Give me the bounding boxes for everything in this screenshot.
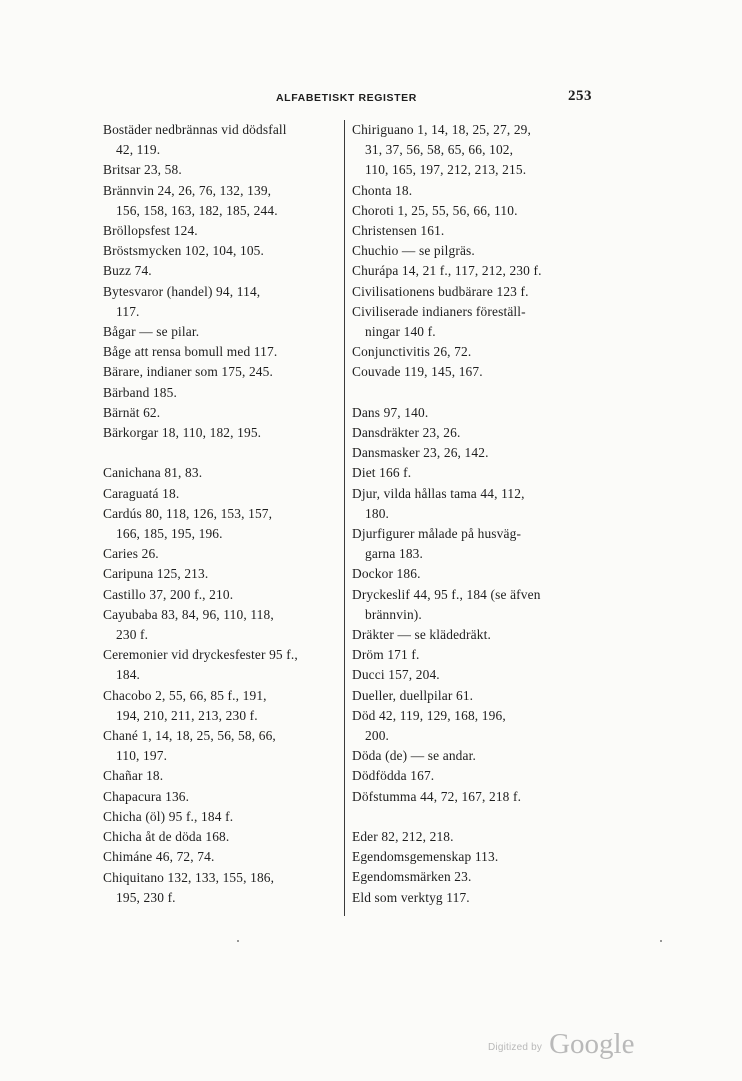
index-entry-line: Döda (de) — se andar. [352,748,476,764]
index-entry [103,787,343,807]
index-entry [352,241,597,261]
index-entry-line: Chimáne 46, 72, 74. [103,849,215,865]
index-entry-line: Bröstsmycken 102, 104, 105. [103,243,265,259]
index-entry [352,766,597,786]
index-entry-continuation: 110, 165, 197, 212, 213, 215. [365,162,527,178]
index-entry-line: Choroti 1, 25, 55, 56, 66, 110. [352,202,518,218]
index-entry [103,645,343,685]
index-entry-line: Buzz 74. [103,263,152,279]
google-logo: Google [549,1028,635,1060]
index-entry [103,383,343,403]
index-entry-line: Chonta 18. [352,182,413,198]
index-entry [103,868,343,908]
index-entry [352,867,597,887]
index-entry [352,282,597,302]
index-entry-line: Djur, vilda hållas tama 44, 112, [352,485,525,501]
index-entry [103,585,343,605]
index-entry [352,888,597,908]
index-entry [103,322,343,342]
index-entry-line: Civiliserade indianers föreställ- [352,303,526,319]
index-entry-continuation: 195, 230 f. [116,889,176,905]
index-entry-line: Ducci 157, 204. [352,667,440,683]
index-entry [352,564,597,584]
index-entry [352,746,597,766]
index-entry [352,645,597,665]
index-entry [352,302,597,342]
index-entry [352,625,597,645]
index-entry-line: Dräkter — se klädedräkt. [352,627,491,643]
index-entry [352,443,597,463]
index-entry-continuation: 42, 119. [116,142,161,158]
index-entry-line: Eder 82, 212, 218. [352,829,454,845]
index-column-right [352,120,597,908]
index-entry [103,362,343,382]
index-entry-line: Chapacura 136. [103,788,190,804]
index-entry [103,120,343,160]
index-entry [103,160,343,180]
index-entry [352,403,597,423]
index-entry-line: Dansmasker 23, 26, 142. [352,445,489,461]
index-entry-line: Dansdräkter 23, 26. [352,425,461,441]
index-entry-line: Dockor 186. [352,566,421,582]
index-entry-line: Canichana 81, 83. [103,465,203,481]
index-entry [352,261,597,281]
index-entry [103,282,343,322]
index-entry-line: Bärkorgar 18, 110, 182, 195. [103,425,262,441]
index-entry [352,181,597,201]
index-entry-line: Bärnät 62. [103,404,161,420]
index-entry-continuation: 200. [365,728,390,744]
index-entry-continuation: 166, 185, 195, 196. [116,526,223,542]
index-entry-line: Chicha åt de döda 168. [103,829,230,845]
index-entry-line: Conjunctivitis 26, 72. [352,344,472,360]
index-entry-line: Egendomsmärken 23. [352,869,472,885]
index-entry [352,847,597,867]
index-entry-line: Caraguatá 18. [103,485,180,501]
index-entry-continuation: 31, 37, 56, 58, 65, 66, 102, [365,142,514,158]
page-number: 253 [568,88,592,104]
index-entry [352,423,597,443]
index-entry-line: Chuchio — se pilgräs. [352,243,475,259]
index-entry-line: Dröm 171 f. [352,647,420,663]
index-entry [103,605,343,645]
index-entry-line: Djurfigurer målade på husväg- [352,526,522,542]
letter-group-gap [103,443,343,463]
index-entry-line: Ceremonier vid dryckesfester 95 f., [103,647,298,663]
column-divider [344,120,345,916]
index-entry [103,484,343,504]
index-entry-line: Castillo 37, 200 f., 210. [103,586,234,602]
index-entry [103,766,343,786]
running-title: ALFABETISKT REGISTER [276,92,417,104]
index-entry [103,261,343,281]
index-entry-line: Bostäder nedbrännas vid dödsfall [103,122,287,137]
index-entry-line: Christensen 161. [352,223,445,239]
index-entry [352,221,597,241]
index-entry-line: Egendomsgemenskap 113. [352,849,499,865]
index-entry-continuation: brännvin). [365,606,422,622]
index-entry-line: Bärband 185. [103,384,177,400]
running-header [100,88,592,110]
index-entry [352,827,597,847]
index-entry-continuation: garna 183. [365,546,424,562]
index-entry-line: Dryckeslif 44, 95 f., 184 (se äfven [352,586,541,602]
index-entry [352,120,597,181]
index-entry-continuation: 184. [116,667,141,683]
watermark-prefix: Digitized by [488,1042,543,1053]
index-entry [352,342,597,362]
index-entry [103,342,343,362]
index-entry-continuation: 156, 158, 163, 182, 185, 244. [116,202,278,218]
index-entry-line: Diet 166 f. [352,465,412,481]
index-entry-line: Chacobo 2, 55, 66, 85 f., 191, [103,687,267,703]
index-entry-line: Caries 26. [103,546,159,562]
index-entry [352,463,597,483]
index-entry-line: Couvade 119, 145, 167. [352,364,483,380]
index-entry [103,847,343,867]
index-entry-continuation: 117. [116,303,140,319]
index-entry-line: Dans 97, 140. [352,404,429,420]
index-entry-line: Dödfödda 167. [352,768,435,784]
index-entry-line: Död 42, 119, 129, 168, 196, [352,707,506,723]
index-entry [103,504,343,544]
index-entry [352,484,597,524]
index-entry-line: Chañar 18. [103,768,164,784]
index-entry [352,787,597,807]
index-entry-line: Båge att rensa bomull med 117. [103,344,278,360]
index-entry-line: Bärare, indianer som 175, 245. [103,364,273,380]
index-entry [103,181,343,221]
letter-group-gap [352,807,597,827]
index-entry [103,241,343,261]
index-column-left [103,120,343,908]
index-entry [352,686,597,706]
index-entry-line: Cayubaba 83, 84, 96, 110, 118, [103,606,274,622]
index-entry-line: Chicha (öl) 95 f., 184 f. [103,808,234,824]
index-entry-continuation: 180. [365,505,390,521]
index-entry [103,686,343,726]
index-entry [352,362,597,382]
index-entry-line: Döfstumma 44, 72, 167, 218 f. [352,788,522,804]
index-entry-line: Caripuna 125, 213. [103,566,209,582]
index-entry [352,665,597,685]
index-entry-continuation: 110, 197. [116,748,168,764]
index-entry [103,807,343,827]
index-entry-line: Chiquitano 132, 133, 155, 186, [103,869,275,885]
index-entry [352,706,597,746]
index-entry-line: Dueller, duellpilar 61. [352,687,474,703]
index-entry [103,221,343,241]
index-entry-line: Britsar 23, 58. [103,162,182,178]
index-entry-line: Eld som verktyg 117. [352,889,470,905]
index-entry-line: Bytesvaror (handel) 94, 114, [103,283,261,299]
index-entry [103,423,343,443]
digitized-by-google-watermark [488,1028,634,1061]
index-entry [103,463,343,483]
index-entry-continuation: 194, 210, 211, 213, 230 f. [116,707,258,723]
index-entry [352,585,597,625]
index-entry-line: Churápa 14, 21 f., 117, 212, 230 f. [352,263,542,279]
index-entry [103,544,343,564]
index-entry-line: Bröllopsfest 124. [103,223,198,239]
index-entry [103,564,343,584]
index-entry-line: Chiriguano 1, 14, 18, 25, 27, 29, [352,122,532,137]
index-entry-line: Chané 1, 14, 18, 25, 56, 58, 66, [103,728,276,744]
index-entry [352,201,597,221]
index-entry [352,524,597,564]
letter-group-gap [352,383,597,403]
index-entry-line: Civilisationens budbärare 123 f. [352,283,529,299]
index-entry-continuation: ningar 140 f. [365,324,436,340]
index-entry [103,403,343,423]
index-entry-line: Cardús 80, 118, 126, 153, 157, [103,505,273,521]
index-entry [103,726,343,766]
index-entry-continuation: 230 f. [116,627,149,643]
index-entry [103,827,343,847]
index-entry-line: Brännvin 24, 26, 76, 132, 139, [103,182,272,198]
index-entry-line: Bågar — se pilar. [103,324,200,340]
